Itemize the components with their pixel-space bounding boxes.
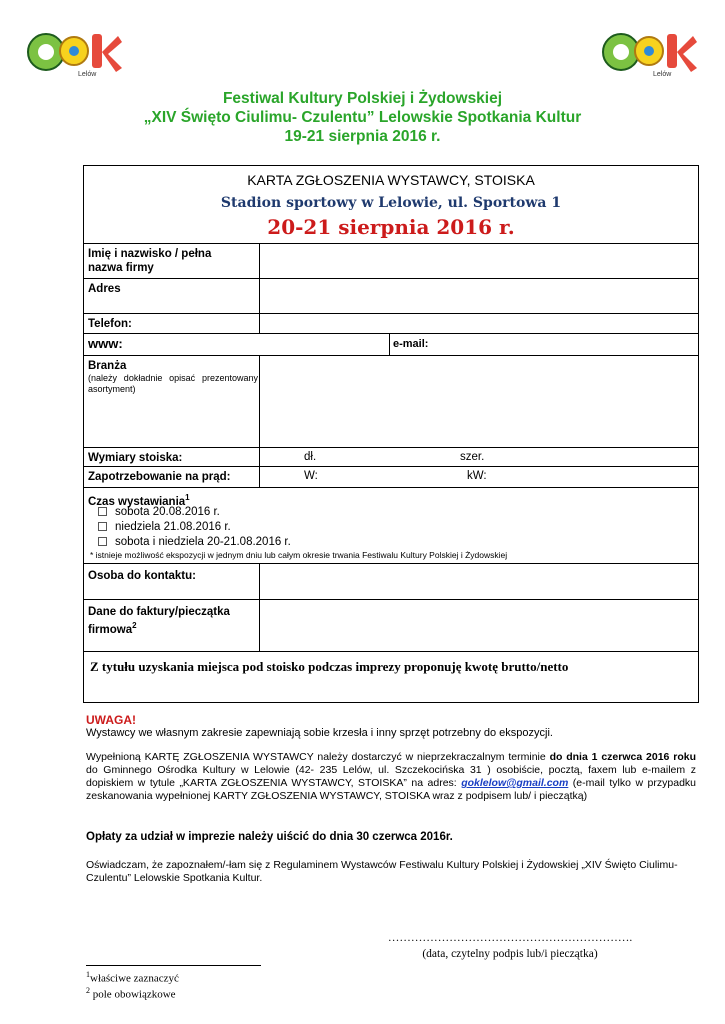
form-place: Stadion sportowy w Lelowie, ul. Sportowa 1 — [220, 195, 562, 211]
header-line-2: „XIV Święto Ciulimu- Czulentu” Lelowskie Spotkania Kultur — [143, 109, 582, 126]
www-row — [84, 334, 698, 356]
power-row — [84, 467, 698, 488]
time-label: Czas wystawiania$^1$ — [88, 493, 190, 508]
invoice-footnote-ref: 2 — [132, 621, 137, 630]
invoice-label: Dane do faktury/pieczątka firmowa$^2$ — [88, 606, 230, 636]
signature-line: ………………………………………………………. — [387, 932, 633, 944]
time-option-both[interactable]: sobota i niedziela 20-21.08.2016 r. — [98, 535, 291, 550]
address-field[interactable] — [260, 279, 698, 313]
footnote-1: $^1$właściwe zaznaczyć — [86, 970, 179, 985]
gok-logo-right — [601, 26, 699, 78]
contact-label: Osoba do kontaktu: — [88, 570, 196, 582]
form-title-block — [84, 166, 698, 244]
branch-label: Branża — [88, 360, 127, 372]
power-kw-label: kW: — [467, 470, 487, 482]
deadline: do dnia 1 czerwca 2016 roku — [549, 751, 696, 763]
www-label: www: — [88, 336, 123, 351]
checkbox-icon[interactable] — [98, 522, 107, 531]
address-row — [84, 279, 698, 314]
signature-caption: (data, czytelny podpis lub/i pieczątka) — [422, 948, 598, 960]
name-label: Imię i nazwisko / pełna nazwa firmy — [88, 248, 212, 274]
size-label: Wymiary stoiska: — [88, 452, 183, 464]
offer-row[interactable] — [84, 652, 698, 702]
registration-form — [83, 165, 699, 703]
signature-block — [360, 930, 660, 962]
time-row — [84, 488, 698, 564]
contact-field[interactable] — [260, 564, 698, 599]
email-label: e-mail: — [393, 338, 429, 350]
header-line-1: Festiwal Kultury Polskiej i Żydowskiej — [222, 90, 503, 107]
time-option-sunday[interactable]: niedziela 21.08.2016 r. — [98, 520, 291, 535]
time-footnote-ref: 1 — [185, 493, 190, 502]
gok-logo-graphic — [26, 26, 124, 78]
submission-info: Wypełnioną KARTĘ ZGŁOSZENIA WYSTAWCY należy dostarczyć w nieprzekraczalnym terminie do dnia 1 czerwca 2016 roku do Gminnego Ośrodka Kultury w Lelowie (42- 235 Lelów, ul. Szczekocińska 31 ) osobiście, pocztą, faxem lub e-mailem z dopiskiem w tytule „KARTA ZGŁOSZENIA WYSTAWCY, STOISKA” na adres: goklelow@gmail.com (e-mail tylko w przypadku zeskanowania wypełnionej KARTY ZGŁOSZENIA WYSTAWCY, STOISKA wraz z podpisem lub/ i pieczątką) — [86, 751, 697, 802]
form-title: KARTA ZGŁOSZENIA WYSTAWCY, STOISKA — [247, 172, 535, 188]
time-option-saturday[interactable]: sobota 20.08.2016 r. — [98, 505, 291, 520]
offer-label: Z tytułu uzyskania miejsca pod stoisko podczas imprezy proponuję kwotę brutto/netto — [90, 659, 569, 674]
header-line-3: 19-21 sierpnia 2016 r. — [284, 128, 441, 145]
checkbox-icon[interactable] — [98, 537, 107, 546]
svg-text:Lelów: Lelów — [653, 71, 672, 78]
checkbox-icon[interactable] — [98, 507, 107, 516]
time-options — [98, 505, 291, 550]
invoice-row — [84, 600, 698, 652]
footnote-separator — [86, 965, 261, 966]
size-width-label: szer. — [460, 451, 485, 463]
gok-logo-left — [26, 26, 124, 78]
power-w-label: W: — [304, 470, 318, 482]
warning-block — [86, 714, 696, 740]
form-dates: 20-21 sierpnia 2016 r. — [267, 215, 515, 239]
phone-row — [84, 314, 698, 334]
size-length-label: dł. — [304, 451, 317, 463]
footnote-2: $^2$ pole obowiązkowe — [86, 986, 176, 1001]
www-field[interactable] — [134, 334, 389, 355]
declaration: Oświadczam, że zapoznałem/-łam się z Regulaminem Wystawców Festiwalu Kultury Polskiej i Żydowskiej „XIV Święto Ciulimu- Czulentu” Lelowskie Spotkania Kultur. — [86, 859, 678, 884]
contact-row — [84, 564, 698, 600]
phone-field[interactable] — [260, 314, 698, 333]
address-label: Adres — [88, 283, 121, 295]
branch-note: (należy dokładnie opisać prezentowany asortyment) — [88, 373, 258, 394]
phone-label: Telefon: — [88, 318, 132, 330]
svg-text:Lelów: Lelów — [78, 71, 97, 78]
warning-title: UWAGA! — [86, 713, 136, 727]
branch-field[interactable] — [260, 356, 698, 447]
name-row — [84, 244, 698, 279]
email-link[interactable]: goklelow@gmail.com — [461, 777, 569, 789]
festival-header — [0, 89, 725, 146]
size-row — [84, 448, 698, 467]
branch-row — [84, 356, 698, 448]
power-label: Zapotrzebowanie na prąd: — [88, 471, 231, 483]
warning-text: Wystawcy we własnym zakresie zapewniają sobie krzesła i inny sprzęt potrzebny do ekspozycji. — [86, 727, 553, 739]
fee-info: Opłaty za udział w imprezie należy uiścić do dnia 30 czerwca 2016r. — [86, 831, 453, 843]
invoice-field[interactable] — [260, 600, 698, 651]
gok-logo-graphic — [601, 26, 699, 78]
time-note: * istnieje możliwość ekspozycji w jednym dniu lub całym okresie trwania Festiwalu Kultury Polskiej i Żydowskiej — [90, 550, 508, 560]
name-field[interactable] — [260, 244, 698, 278]
email-field[interactable] — [439, 334, 698, 355]
